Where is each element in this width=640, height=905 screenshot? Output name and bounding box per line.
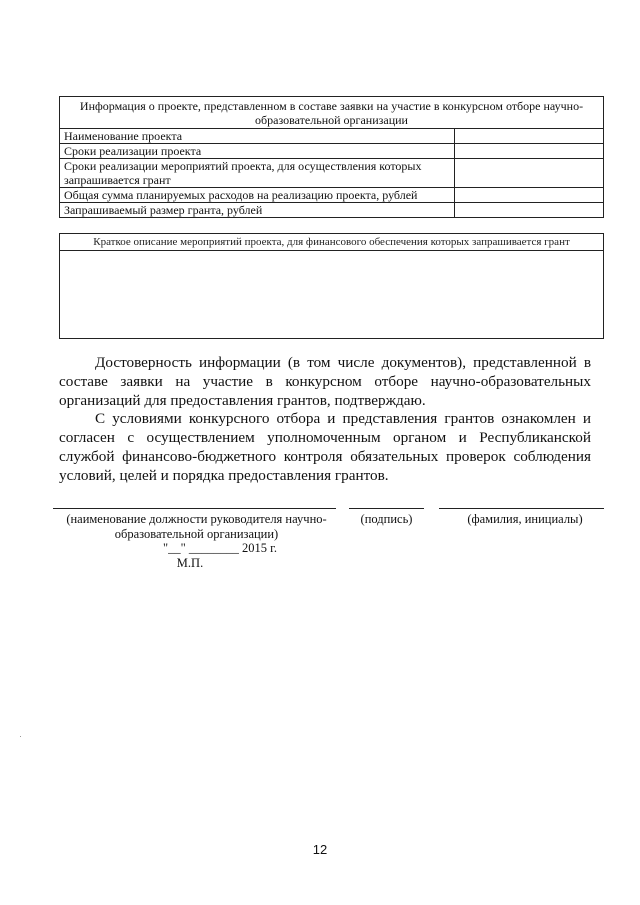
signature-line[interactable] bbox=[349, 508, 424, 509]
date-line: "__" ________ 2015 г. bbox=[163, 541, 277, 555]
signature-caption: (подпись) bbox=[360, 512, 413, 526]
table-row bbox=[60, 203, 604, 218]
total-cost-label: Общая сумма планируемых расходов на реализацию проекта, рублей bbox=[60, 188, 455, 203]
stamp-label: М.П. bbox=[176, 556, 204, 570]
consent-paragraph: С условиями конкурсного отбора и представления грантов ознакомлен и согласен с осуществлением уполномоченным органом и Республиканской службой финансово-бюджетного контроля обязательных проверок соблюдения условий, целей и порядка предоставления грантов. bbox=[59, 410, 591, 484]
table-row bbox=[60, 159, 604, 188]
project-period-label: Сроки реализации проекта bbox=[60, 144, 455, 159]
activities-description-content[interactable] bbox=[60, 251, 603, 323]
grant-amount-label: Запрашиваемый размер гранта, рублей bbox=[60, 203, 455, 218]
table-row bbox=[60, 129, 604, 144]
activities-description-header: Краткое описание мероприятий проекта, для финансового обеспечения которых запрашивается грант bbox=[60, 234, 603, 251]
project-name-label: Наименование проекта bbox=[60, 129, 455, 144]
grant-amount-value[interactable] bbox=[455, 203, 604, 218]
position-caption: (наименование должности руководителя научно-образовательной организации) bbox=[66, 512, 327, 541]
position-signature-line[interactable] bbox=[53, 508, 336, 509]
total-cost-value[interactable] bbox=[455, 188, 604, 203]
scan-speck bbox=[20, 736, 21, 737]
project-period-value[interactable] bbox=[455, 144, 604, 159]
table-row bbox=[60, 188, 604, 203]
project-name-value[interactable] bbox=[455, 129, 604, 144]
page-number: 12 bbox=[312, 842, 328, 857]
name-signature-line[interactable] bbox=[439, 508, 604, 509]
project-info-header: Информация о проекте, представленном в составе заявки на участие в конкурсном отборе научно-образовательной организации bbox=[60, 97, 604, 129]
activities-period-value[interactable] bbox=[455, 159, 604, 188]
activities-description-box bbox=[59, 233, 604, 339]
activities-period-label: Сроки реализации мероприятий проекта, для осуществления которых запрашивается грант bbox=[60, 159, 455, 188]
name-caption: (фамилия, инициалы) bbox=[467, 512, 583, 526]
project-info-table bbox=[59, 96, 604, 218]
table-row bbox=[60, 144, 604, 159]
confirmation-paragraph: Достоверность информации (в том числе документов), представленной в составе заявки на участие в конкурсном отборе научно-образовательных организаций для предоставления грантов, подтверждаю. bbox=[59, 354, 591, 409]
